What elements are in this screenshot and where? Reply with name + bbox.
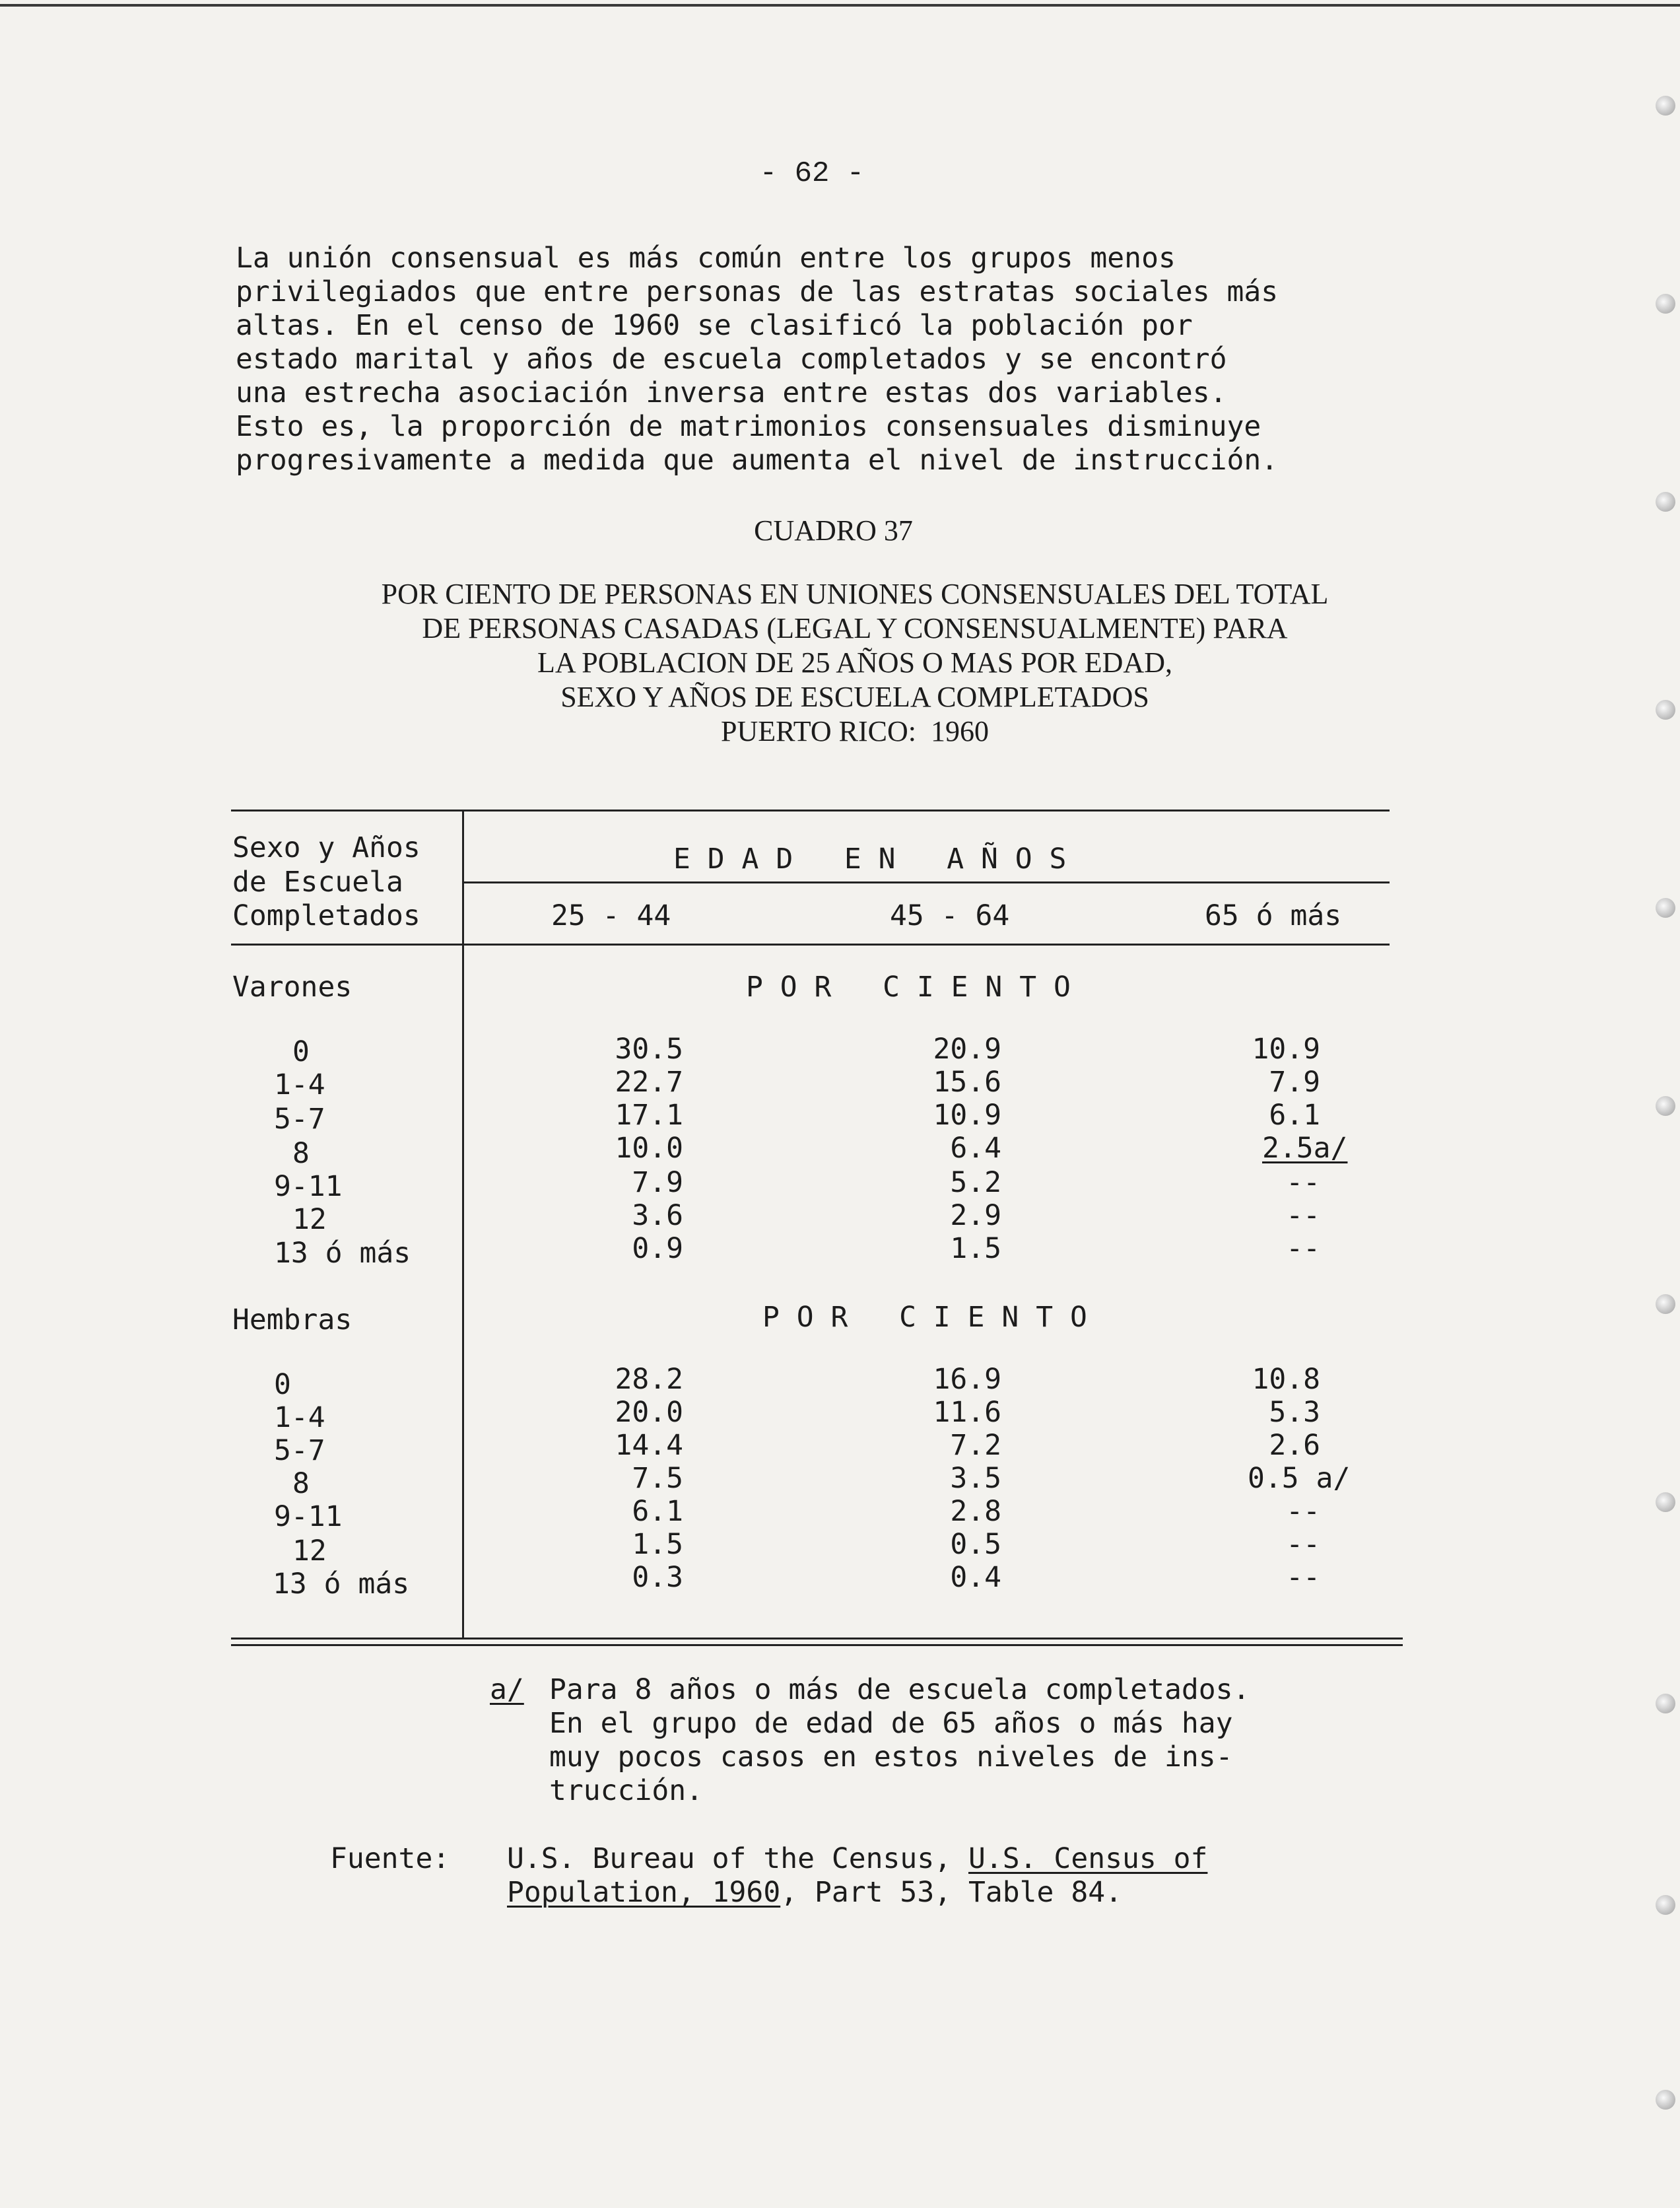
- binder-hole: [1656, 1492, 1675, 1512]
- group-header-rule: [463, 881, 1390, 883]
- cell-value: 10.8: [1252, 1363, 1320, 1396]
- footnote-line: Para 8 años o más de escuela completados.: [549, 1673, 1250, 1706]
- paragraph-line: estado marital y años de escuela completados y se encontró: [236, 343, 1227, 376]
- table-bottom-rule: [231, 1644, 1403, 1646]
- paragraph-line: Esto es, la proporción de matrimonios consensuales disminuye: [236, 410, 1261, 443]
- row-label: 12: [292, 1535, 327, 1568]
- cell-value: --: [1286, 1528, 1320, 1561]
- table-title-line: SEXO Y AÑOS DE ESCUELA COMPLETADOS: [560, 681, 1149, 713]
- cell-value: 11.6: [933, 1396, 1001, 1429]
- cell-value: 20.0: [615, 1396, 683, 1429]
- cell-value: 5.2: [950, 1166, 1001, 1199]
- source-rest: , Part 53, Table 84.: [780, 1876, 1122, 1909]
- source-line: [507, 1876, 1122, 1910]
- binder-hole: [1656, 96, 1675, 116]
- group-label-varones: Varones: [232, 971, 353, 1004]
- binder-hole: [1656, 700, 1675, 720]
- source-publication-cont: Population, 1960: [507, 1876, 781, 1909]
- binder-hole: [1656, 2090, 1675, 2110]
- cell-value: 16.9: [933, 1363, 1001, 1396]
- row-label: 9-11: [274, 1170, 343, 1203]
- source-label: Fuente:: [330, 1842, 450, 1875]
- paragraph-line: una estrecha asociación inversa entre estas dos variables.: [236, 376, 1227, 409]
- row-label: 9-11: [274, 1500, 343, 1533]
- page-top-edge: [0, 4, 1680, 7]
- footnote-line: trucción.: [549, 1774, 703, 1807]
- table-bottom-rule: [231, 1638, 1403, 1639]
- binder-hole: [1656, 294, 1675, 314]
- cell-value: 0.3: [632, 1561, 683, 1594]
- cell-value: 1.5: [632, 1528, 683, 1561]
- footnote-line: En el grupo de edad de 65 años o más hay: [549, 1707, 1233, 1740]
- cell-value: 5.3: [1269, 1396, 1320, 1429]
- cell-value: 2.6: [1269, 1429, 1320, 1462]
- cell-value: 10.9: [933, 1099, 1001, 1132]
- row-label: 0: [274, 1368, 291, 1401]
- cell-value: 10.9: [1252, 1033, 1320, 1066]
- table-title: [277, 577, 1432, 749]
- cell-value: 3.6: [632, 1199, 683, 1232]
- cell-value: 7.9: [632, 1166, 683, 1199]
- intro-paragraph: [236, 242, 1450, 477]
- column-header-65-plus: 65 ó más: [1205, 899, 1342, 932]
- binder-hole: [1656, 898, 1675, 918]
- row-label: 5-7: [274, 1103, 325, 1136]
- paragraph-line: altas. En el censo de 1960 se clasificó la población por: [236, 309, 1193, 342]
- stub-header-line: de Escuela: [232, 866, 403, 899]
- cell-value: 0.5: [950, 1528, 1001, 1561]
- cell-value: 3.5: [950, 1462, 1001, 1495]
- row-label: 5-7: [274, 1434, 325, 1467]
- source-agency: U.S. Bureau of the Census,: [507, 1842, 952, 1875]
- cell-value: 6.4: [950, 1132, 1001, 1165]
- cell-value: 1.5: [950, 1232, 1001, 1265]
- binder-hole: [1656, 492, 1675, 512]
- cell-value: --: [1286, 1232, 1320, 1265]
- row-label: 8: [292, 1137, 310, 1170]
- cell-value: 0.9: [632, 1232, 683, 1265]
- cell-value: --: [1286, 1166, 1320, 1199]
- binder-hole: [1656, 1694, 1675, 1713]
- cell-value: 10.0: [615, 1132, 683, 1165]
- cell-value: 30.5: [615, 1033, 683, 1066]
- stub-header-line: Completados: [232, 899, 420, 932]
- cell-value: --: [1286, 1495, 1320, 1528]
- binder-hole: [1656, 1096, 1675, 1116]
- source-publication: U.S. Census of: [968, 1842, 1208, 1875]
- unit-label: P O R C I E N T O: [762, 1301, 1087, 1334]
- table-title-line: DE PERSONAS CASADAS (LEGAL Y CONSENSUALMENTE) PARA: [422, 612, 1288, 644]
- column-header-25-44: 25 - 44: [551, 899, 671, 932]
- table-title-line: PUERTO RICO: 1960: [720, 715, 990, 747]
- cell-value: 7.5: [632, 1462, 683, 1495]
- cell-value-footnoted: 2.5a/: [1262, 1132, 1348, 1165]
- paragraph-line: La unión consensual es más común entre los grupos menos: [236, 242, 1176, 275]
- cell-value: 2.8: [950, 1495, 1001, 1528]
- cell-value: 28.2: [615, 1363, 683, 1396]
- binder-hole: [1656, 1294, 1675, 1314]
- footnote-marker: a/: [490, 1673, 524, 1706]
- table-number: CUADRO 37: [754, 514, 913, 547]
- group-label-hembras: Hembras: [232, 1303, 353, 1336]
- table-top-rule: [231, 810, 1390, 811]
- cell-value: 14.4: [615, 1429, 683, 1462]
- cell-value: 20.9: [933, 1033, 1001, 1066]
- cell-value: 17.1: [615, 1099, 683, 1132]
- page-number: - 62 -: [759, 157, 865, 190]
- stub-header-line: Sexo y Años: [232, 831, 420, 864]
- cell-value: 2.9: [950, 1199, 1001, 1232]
- paragraph-line: privilegiados que entre personas de las estratas sociales más: [236, 275, 1279, 308]
- header-bottom-rule: [231, 944, 1390, 946]
- row-label: 12: [292, 1203, 327, 1236]
- cell-value: 7.2: [950, 1429, 1001, 1462]
- paragraph-line: progresivamente a medida que aumenta el nivel de instrucción.: [236, 444, 1279, 477]
- row-label: 8: [292, 1467, 310, 1500]
- cell-value: 15.6: [933, 1066, 1001, 1099]
- row-label: 13 ó más: [274, 1237, 411, 1270]
- cell-value: 6.1: [1269, 1099, 1320, 1132]
- footnote-line: muy pocos casos en estos niveles de ins-: [549, 1741, 1233, 1774]
- row-label: 0: [292, 1035, 310, 1068]
- cell-value: 7.9: [1269, 1066, 1320, 1099]
- binder-hole: [1656, 1895, 1675, 1915]
- cell-value: --: [1286, 1199, 1320, 1232]
- cell-value: --: [1286, 1561, 1320, 1594]
- cell-value: 0.4: [950, 1561, 1001, 1594]
- column-header-45-64: 45 - 64: [890, 899, 1010, 932]
- cell-value-footnoted: 0.5 a/: [1248, 1462, 1351, 1495]
- table-title-line: POR CIENTO DE PERSONAS EN UNIONES CONSENSUALES DEL TOTAL: [381, 578, 1329, 610]
- unit-label: P O R C I E N T O: [746, 971, 1071, 1004]
- source-line: [507, 1842, 1207, 1876]
- cell-value: 22.7: [615, 1066, 683, 1099]
- stub-divider: [462, 811, 464, 1639]
- row-label: 1-4: [274, 1401, 325, 1434]
- table-title-line: LA POBLACION DE 25 AÑOS O MAS POR EDAD,: [537, 646, 1172, 679]
- row-label: 13 ó más: [273, 1568, 410, 1601]
- cell-value: 6.1: [632, 1495, 683, 1528]
- group-header: E D A D E N A Ñ O S: [673, 843, 1067, 876]
- row-label: 1-4: [274, 1068, 325, 1101]
